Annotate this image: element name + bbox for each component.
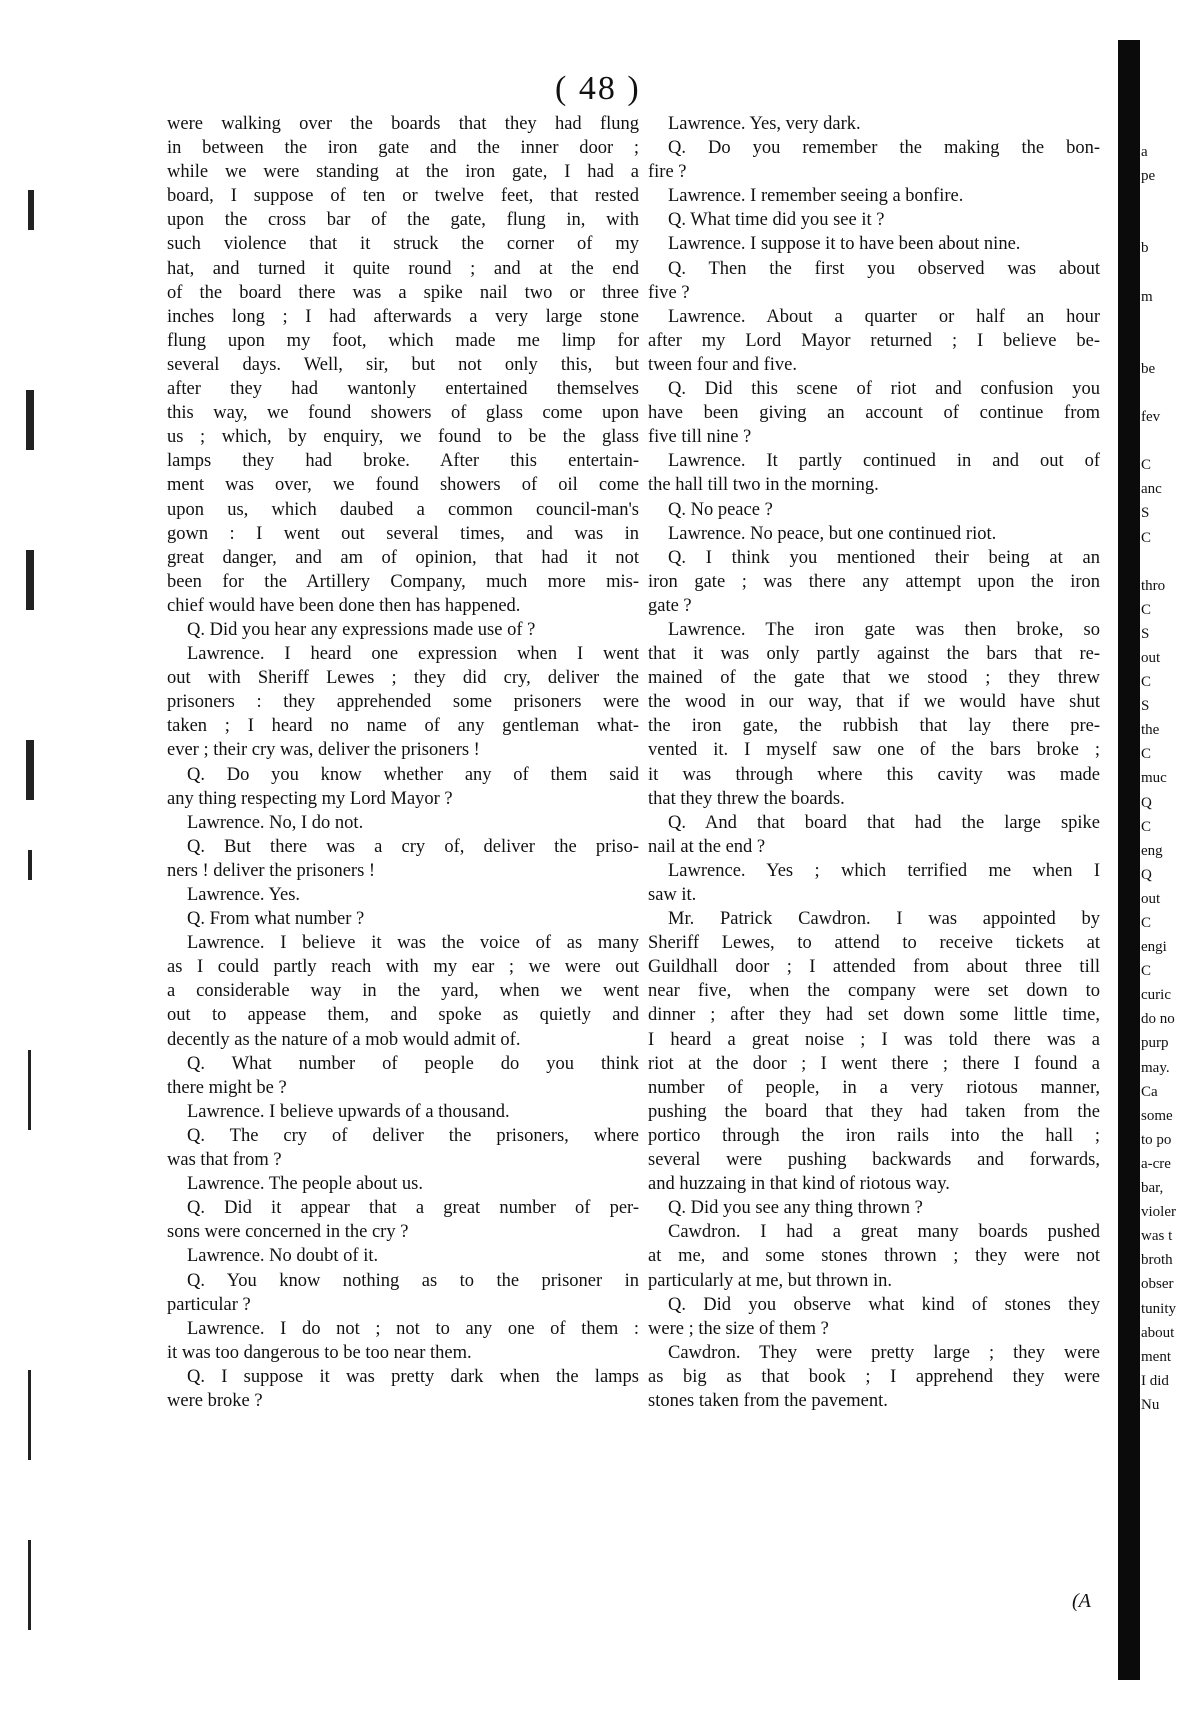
margin-fragment: Nu: [1141, 1396, 1160, 1413]
text-line: a considerable way in the yard, when we went: [167, 981, 639, 1002]
margin-fragment: [1141, 260, 1189, 284]
margin-fragment: was t: [1141, 1228, 1173, 1245]
margin-fragment: m: [1141, 288, 1153, 305]
text-line: after my Lord Mayor returned ; I believe be-: [648, 330, 1100, 351]
margin-fragment: S: [1141, 625, 1150, 642]
text-line: board, I suppose of ten or twelve feet, that rested: [167, 186, 639, 207]
text-line: while we were standing at the iron gate, I had a: [167, 162, 639, 183]
margin-fragment: [1141, 429, 1189, 453]
margin-fragment: [1141, 188, 1189, 212]
text-line: as I could partly reach with my ear ; we were out: [167, 957, 639, 978]
text-line: fire ?: [648, 162, 687, 183]
text-line: Q. Did you see any thing thrown ?: [668, 1198, 923, 1219]
text-line: Lawrence. I believe upwards of a thousand.: [187, 1101, 510, 1122]
text-line: stones taken from the pavement.: [648, 1390, 888, 1411]
margin-fragment: some: [1141, 1107, 1173, 1124]
margin-fragment: broth: [1141, 1252, 1173, 1269]
text-line: the hall till two in the morning.: [648, 475, 879, 496]
text-line: the iron gate, the rubbish that lay there pre-: [648, 716, 1100, 737]
text-line: in between the iron gate and the inner door ;: [167, 138, 639, 159]
text-line: were walking over the boards that they had flung: [167, 114, 639, 134]
scan-specks: [22, 150, 52, 1650]
text-line: Mr. Patrick Cawdron. I was appointed by: [668, 909, 1100, 930]
text-line: several were pushing backwards and forwards,: [648, 1150, 1100, 1171]
text-line: Q. I think you mentioned their being at an: [668, 547, 1100, 568]
margin-fragment: engi: [1141, 939, 1167, 956]
margin-fragment: the: [1141, 722, 1160, 739]
text-line: Q. You know nothing as to the prisoner in: [187, 1270, 639, 1291]
text-line: Lawrence. I suppose it to have been about nine.: [668, 234, 1021, 255]
margin-fragment: about: [1141, 1324, 1175, 1341]
text-line: after they had wantonly entertained themselves: [167, 379, 639, 400]
margin-fragment: thro: [1141, 577, 1166, 594]
text-line: Q. What time did you see it ?: [668, 210, 885, 231]
margin-fragment: [1141, 550, 1189, 574]
text-line: upon us, which daubed a common council-man's: [167, 499, 639, 520]
text-line: particularly at me, but thrown in.: [648, 1270, 893, 1291]
text-line: Q. And that board that had the large spike: [668, 812, 1100, 833]
text-line: was that from ?: [167, 1150, 282, 1171]
text-line: and huzzaing in that kind of riotous way.: [648, 1174, 950, 1195]
text-line: Q. I suppose it was pretty dark when the lamps: [187, 1366, 639, 1387]
text-line: this way, we found showers of glass come upon: [167, 403, 639, 424]
text-line: gown : I went out several times, and was in: [167, 523, 639, 544]
margin-fragment: b: [1141, 240, 1149, 257]
text-line: such violence that it struck the corner of my: [167, 234, 639, 255]
text-line: portico through the iron rails into the hall ;: [648, 1125, 1100, 1146]
margin-fragment: C: [1141, 601, 1152, 618]
text-line: dinner ; after they had set down some little time,: [648, 1005, 1100, 1026]
margin-fragment: anc: [1141, 481, 1162, 498]
page-number: ( 48 ): [555, 70, 641, 107]
margin-fragment: C: [1141, 529, 1152, 546]
binding-shadow: [1118, 40, 1140, 1680]
adjacent-page-fragments: [1141, 140, 1189, 1417]
margin-fragment: [1141, 309, 1189, 333]
catchword: (A: [1072, 1590, 1091, 1612]
margin-fragment: ment: [1141, 1348, 1171, 1365]
margin-fragment: C: [1141, 915, 1152, 931]
text-line: Q. Did this scene of riot and confusion you: [668, 379, 1100, 400]
margin-fragment: obser: [1141, 1276, 1174, 1293]
margin-fragment: a-cre: [1141, 1155, 1171, 1172]
text-line: tween four and five.: [648, 354, 797, 375]
text-line: hat, and turned it quite round ; and at the end: [167, 258, 639, 279]
margin-fragment: Q: [1141, 794, 1152, 811]
text-line: Lawrence. No, I do not.: [187, 812, 364, 833]
margin-fragment: may.: [1141, 1059, 1170, 1076]
text-line: Q. Do you remember the making the bon-: [668, 138, 1100, 159]
text-line: ners ! deliver the prisoners !: [167, 860, 376, 881]
text-line: Lawrence. The people about us.: [187, 1174, 423, 1195]
text-line: Lawrence. I believe it was the voice of as many: [187, 933, 639, 954]
text-line: upon the cross bar of the gate, flung in, with: [167, 210, 639, 231]
margin-fragment: I did: [1141, 1372, 1169, 1389]
text-line: great danger, and am of opinion, that had it not: [167, 547, 639, 568]
text-line: gate ?: [648, 595, 692, 616]
margin-fragment: C: [1141, 674, 1152, 691]
margin-fragment: Q: [1141, 866, 1152, 883]
margin-fragment: eng: [1141, 842, 1163, 859]
margin-fragment: [1141, 381, 1189, 405]
text-line: flung upon my foot, which made me limp for: [167, 330, 639, 351]
text-line: at me, and some stones thrown ; they were not: [648, 1246, 1100, 1267]
margin-fragment: to po: [1141, 1131, 1172, 1148]
text-line: Sheriff Lewes, to attend to receive tickets at: [648, 933, 1100, 954]
text-line: Q. Did you observe what kind of stones they: [668, 1294, 1100, 1315]
text-line: I heard a great noise ; I was told there was a: [648, 1029, 1100, 1050]
text-line: Q. Then the first you observed was about: [668, 258, 1100, 279]
text-line: prisoners : they apprehended some prisoners were: [167, 692, 639, 713]
text-line: pushing the board that they had taken from the: [648, 1101, 1100, 1122]
text-line: mained of the gate that we stood ; they threw: [648, 668, 1100, 689]
text-line: number of people, in a very riotous manner,: [648, 1077, 1100, 1098]
text-line: Cawdron. They were pretty large ; they were: [668, 1342, 1100, 1363]
text-line: out with Sheriff Lewes ; they did cry, deliver the: [167, 668, 639, 689]
text-line: Q. Do you know whether any of them said: [187, 764, 639, 785]
margin-fragment: C: [1141, 963, 1152, 980]
right-column: [648, 112, 1100, 1413]
text-line: five ?: [648, 282, 690, 303]
text-line: Lawrence. Yes.: [187, 885, 301, 905]
text-line: saw it.: [648, 885, 697, 905]
text-line: iron gate ; was there any attempt upon the iron: [648, 571, 1100, 592]
text-line: of the board there was a spike nail two or three: [167, 282, 639, 303]
text-line: Lawrence. No doubt of it.: [187, 1246, 379, 1267]
text-line: Lawrence. I remember seeing a bonfire.: [668, 186, 964, 207]
left-column: [167, 112, 639, 1413]
text-line: there might be ?: [167, 1077, 287, 1098]
text-line: near five, when the company were set down to: [648, 981, 1100, 1002]
text-line: it was through where this cavity was made: [648, 764, 1100, 785]
text-line: riot at the door ; I went there ; there I found a: [648, 1053, 1100, 1074]
margin-fragment: S: [1141, 698, 1150, 715]
text-line: five till nine ?: [648, 427, 752, 448]
text-line: ever ; their cry was, deliver the prisoners !: [167, 740, 480, 761]
margin-fragment: [1141, 333, 1189, 357]
text-line: been for the Artillery Company, much more mis-: [167, 571, 639, 592]
text-line: ment was over, we found showers of oil come: [167, 475, 639, 496]
text-line: Lawrence. About a quarter or half an hour: [668, 306, 1100, 327]
margin-fragment: bar,: [1141, 1180, 1164, 1197]
text-line: were broke ?: [167, 1390, 263, 1411]
text-line: taken ; I heard no name of any gentleman what-: [167, 716, 639, 737]
text-line: any thing respecting my Lord Mayor ?: [167, 788, 453, 809]
text-line: chief would have been done then has happened.: [167, 595, 521, 616]
text-line: nail at the end ?: [648, 836, 766, 857]
text-line: out to appease them, and spoke as quietly and: [167, 1005, 639, 1026]
margin-fragment: be: [1141, 360, 1156, 377]
margin-fragment: muc: [1141, 770, 1167, 787]
margin-fragment: out: [1141, 890, 1161, 907]
text-line: have been giving an account of continue from: [648, 403, 1100, 424]
text-line: decently as the nature of a mob would admit of.: [167, 1029, 521, 1050]
text-line: Q. What number of people do you think: [187, 1053, 639, 1074]
margin-fragment: violer: [1141, 1204, 1176, 1221]
margin-fragment: do no: [1141, 1011, 1175, 1028]
margin-fragment: fev: [1141, 409, 1161, 426]
text-line: Lawrence. Yes ; which terrified me when I: [668, 860, 1100, 881]
text-line: vented it. I myself saw one of the bars broke ;: [648, 740, 1100, 761]
margin-fragment: C: [1141, 457, 1152, 474]
text-line: Q. Did you hear any expressions made use of ?: [187, 619, 536, 640]
text-line: Q. The cry of deliver the prisoners, where: [187, 1125, 639, 1146]
text-line: several days. Well, sir, but not only this, but: [167, 354, 639, 375]
text-line: that it was only partly against the bars that re-: [648, 644, 1100, 665]
margin-fragment: out: [1141, 649, 1161, 666]
margin-fragment: a: [1141, 144, 1148, 160]
text-line: Lawrence. It partly continued in and out of: [668, 451, 1100, 472]
text-line: sons were concerned in the cry ?: [167, 1222, 409, 1243]
margin-fragment: S: [1141, 505, 1150, 522]
margin-fragment: C: [1141, 746, 1152, 763]
text-line: lamps they had broke. After this entertain-: [167, 451, 639, 472]
text-line: Lawrence. I heard one expression when I went: [187, 644, 639, 665]
text-line: inches long ; I had afterwards a very large stone: [167, 306, 639, 327]
text-line: particular ?: [167, 1294, 251, 1315]
text-line: Q. From what number ?: [187, 909, 365, 930]
margin-fragment: [1141, 212, 1189, 236]
margin-fragment: curic: [1141, 987, 1171, 1004]
margin-fragment: Ca: [1141, 1083, 1158, 1100]
margin-fragment: tunity: [1141, 1300, 1177, 1317]
margin-fragment: pe: [1141, 168, 1156, 185]
margin-fragment: C: [1141, 818, 1152, 835]
text-line: Lawrence. I do not ; not to any one of them :: [187, 1318, 639, 1339]
text-line: Lawrence. Yes, very dark.: [668, 114, 861, 134]
text-line: Cawdron. I had a great many boards pushed: [668, 1222, 1100, 1243]
text-line: Q. But there was a cry of, deliver the priso-: [187, 836, 639, 857]
text-line: that they threw the boards.: [648, 788, 845, 809]
text-line: as big as that book ; I apprehend they were: [648, 1366, 1100, 1387]
text-line: Q. No peace ?: [668, 499, 773, 520]
text-line: Q. Did it appear that a great number of per-: [187, 1198, 639, 1219]
text-line: us ; which, by enquiry, we found to be the glass: [167, 427, 639, 448]
text-line: Lawrence. No peace, but one continued riot.: [668, 523, 997, 544]
text-line: it was too dangerous to be too near them.: [167, 1342, 472, 1363]
margin-fragment: purp: [1141, 1035, 1169, 1052]
text-line: Lawrence. The iron gate was then broke, so: [668, 619, 1100, 640]
text-line: were ; the size of them ?: [648, 1318, 829, 1339]
text-line: Guildhall door ; I attended from about three till: [648, 957, 1100, 978]
text-line: the wood in our way, that if we would have shut: [648, 692, 1100, 713]
